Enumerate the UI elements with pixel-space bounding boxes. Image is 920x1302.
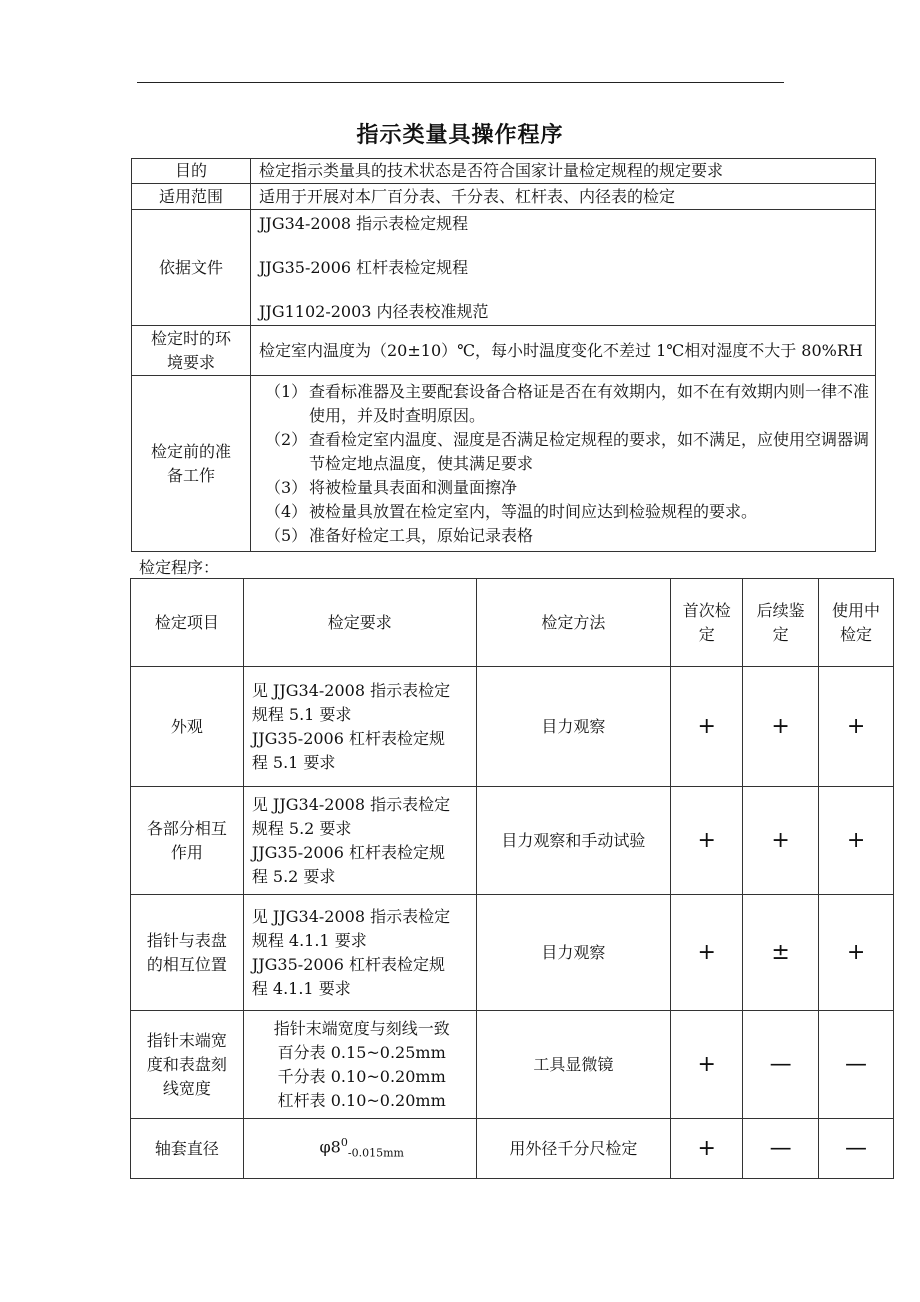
scope-label: 适用范围 [132, 184, 251, 210]
row-follow-mark: + [743, 667, 819, 787]
row-use-mark: — [819, 1119, 894, 1179]
header-item: 检定项目 [131, 579, 244, 667]
row-req: 见 JJG34-2008 指示表检定 规程 5.2 要求 JJG35-2006 杠杆表检定规 程 5.2 要求 [243, 787, 476, 895]
table-row [131, 787, 894, 895]
basis-doc: JJG1102-2003 内径表校准规范 [259, 301, 489, 321]
page-title: 指示类量具操作程序 [356, 123, 564, 148]
info-table [131, 158, 876, 552]
header-rule [137, 82, 784, 83]
basis-doc: JJG35-2006 杠杆表检定规程 [259, 257, 469, 277]
prep-item: （1） 查看标准器及主要配套设备合格证是否在有效期内，如不在有效期内则一律不准使用，并及时查明原因。 [265, 381, 870, 425]
basis-label: 依据文件 [132, 210, 251, 326]
row-first-mark: + [671, 895, 743, 1011]
header-follow: 后续鉴 定 [743, 579, 819, 667]
row-method: 目力观察 [476, 667, 671, 787]
table-row [131, 1011, 894, 1119]
basis-docs [251, 210, 876, 326]
header-first: 首次检 定 [671, 579, 743, 667]
header-use: 使用中 检定 [819, 579, 894, 667]
prep-item: （3） 将被检量具表面和测量面擦净 [265, 477, 518, 497]
env-label-line: 检定时的环 [150, 328, 231, 348]
row-follow-mark: — [743, 1011, 819, 1119]
row-req: 指针末端宽度与刻线一致 百分表 0.15~0.25mm 千分表 0.10~0.20mm 杠杆表 0.10~0.20mm [243, 1011, 476, 1119]
row-method: 用外径千分尺检定 [476, 1119, 671, 1179]
row-req: 见 JJG34-2008 指示表检定 规程 5.1 要求 JJG35-2006 杠杆表检定规 程 5.1 要求 [243, 667, 476, 787]
table-row [131, 667, 894, 787]
row-first-mark: + [671, 1119, 743, 1179]
prep-list [251, 376, 876, 552]
row-use-mark: + [819, 787, 894, 895]
prep-label [132, 376, 251, 552]
prep-item: （2） 查看检定室内温度、湿度是否满足检定规程的要求，如不满足，应使用空调器调节检定地点温度，使其满足要求 [265, 429, 870, 473]
row-follow-mark: + [743, 787, 819, 895]
purpose-value: 检定指示类量具的技术状态是否符合国家计量检定规程的规定要求 [251, 159, 876, 184]
row-first-mark: + [671, 787, 743, 895]
purpose-label: 目的 [132, 159, 251, 184]
row-first-mark: + [671, 1011, 743, 1119]
row-item: 外观 [131, 667, 244, 787]
row-item: 指针与表盘 的相互位置 [131, 895, 244, 1011]
row-follow-mark: — [743, 1119, 819, 1179]
row-follow-mark: ± [743, 895, 819, 1011]
row-use-mark: + [819, 895, 894, 1011]
section-label: 检定程序： [139, 558, 220, 577]
prep-label-line: 检定前的准 [150, 441, 231, 461]
scope-value: 适用于开展对本厂百分表、千分表、杠杆表、内径表的检定 [251, 184, 876, 210]
row-item: 轴套直径 [131, 1119, 244, 1179]
prep-label-line: 备工作 [166, 465, 215, 485]
table-row [131, 1119, 894, 1179]
table-row [131, 895, 894, 1011]
row-method: 目力观察 [476, 895, 671, 1011]
env-label-line: 境要求 [166, 352, 215, 372]
env-value: 检定室内温度为（20±10）℃，每小时温度变化不差过 1℃相对湿度不大于 80%RH [251, 326, 876, 376]
prep-item: （4） 被检量具放置在检定室内，等温的时间应达到检验规程的要求。 [265, 501, 758, 521]
row-req: $\varphi 8^0_{-0.015mm}$ [243, 1119, 476, 1179]
row-item: 各部分相互 作用 [131, 787, 244, 895]
env-label [132, 326, 251, 376]
row-item: 指针末端宽 度和表盘刻 线宽度 [131, 1011, 244, 1119]
prep-item: （5） 准备好检定工具，原始记录表格 [265, 525, 534, 545]
row-first-mark: + [671, 667, 743, 787]
header-method: 检定方法 [476, 579, 671, 667]
table-header-row [131, 579, 894, 667]
header-req: 检定要求 [243, 579, 476, 667]
row-method: 目力观察和手动试验 [476, 787, 671, 895]
procedure-table [130, 578, 894, 1179]
row-req: 见 JJG34-2008 指示表检定 规程 4.1.1 要求 JJG35-2006 杠杆表检定规 程 4.1.1 要求 [243, 895, 476, 1011]
basis-doc: JJG34-2008 指示表检定规程 [259, 213, 469, 233]
row-use-mark: + [819, 667, 894, 787]
row-method: 工具显微镜 [476, 1011, 671, 1119]
row-use-mark: — [819, 1011, 894, 1119]
